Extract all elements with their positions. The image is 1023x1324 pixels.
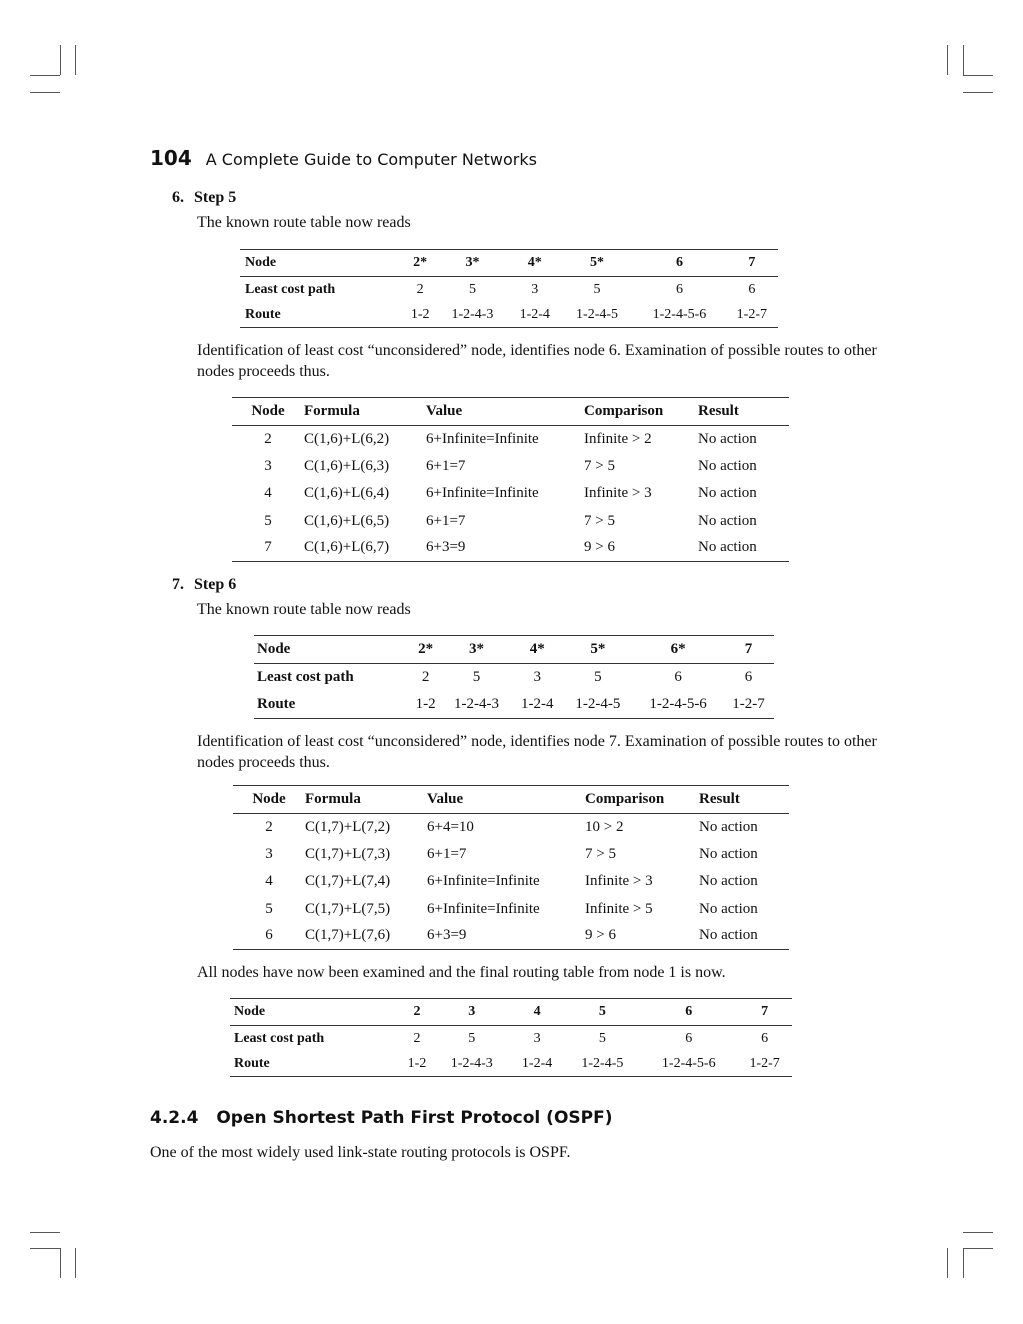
table-cell: 7 > 5: [584, 512, 615, 529]
step-number: 6.: [172, 189, 184, 206]
table-cell: 6: [265, 927, 273, 944]
table-cell: 6+Infinite=Infinite: [426, 485, 539, 501]
table-header: 3: [468, 1004, 476, 1019]
table-row: [233, 841, 789, 868]
table-cell: 1-2-4-3: [454, 696, 500, 713]
table-cell: 1-2-4-5: [576, 306, 619, 322]
table-cell: 6: [744, 669, 753, 686]
table-header: Node: [252, 791, 286, 807]
table-cell: 5: [594, 669, 602, 686]
crop-mark: [963, 75, 993, 76]
table-cell: 6: [674, 669, 682, 686]
table-cell: 1-2-7: [732, 696, 765, 713]
table-cell: C(1,6)+L(6,4): [304, 485, 390, 501]
table-cell: 1-2-4: [520, 696, 554, 713]
table-cell: C(1,7)+L(7,2): [305, 818, 391, 835]
page-number: 104: [150, 146, 192, 170]
table-cell: 5: [472, 669, 481, 686]
table-row: [232, 508, 789, 535]
table-cell: No action: [699, 873, 758, 889]
final-routing-table: [230, 998, 792, 1077]
table-cell: 10 > 2: [585, 818, 624, 835]
table-cell: 6+Infinite=Infinite: [427, 900, 540, 917]
table-cell: 6+3=9: [427, 927, 467, 944]
table-header: 6: [675, 255, 683, 270]
table-cell: 1-2: [415, 696, 436, 713]
table-cell: 5: [468, 281, 476, 297]
table-cell: No action: [698, 539, 757, 556]
table-cell: 1-2-4-5: [575, 696, 621, 713]
table-row: [230, 1026, 792, 1052]
table-header: Result: [699, 791, 740, 807]
table-header: Comparison: [584, 403, 664, 419]
examination-table: [233, 785, 789, 950]
crop-mark: [30, 92, 60, 93]
table-cell: No action: [699, 818, 758, 835]
table-cell: C(1,6)+L(6,5): [304, 512, 390, 529]
step-intro: The known route table now reads: [197, 214, 411, 231]
table-cell: 6+1=7: [427, 845, 467, 862]
section-number: 4.2.4: [150, 1108, 199, 1128]
row-label: Least cost path: [257, 669, 354, 686]
table-row: [233, 868, 789, 896]
table-cell: 6: [685, 1030, 693, 1046]
table-header: 2: [413, 1004, 421, 1019]
table-cell: 7: [264, 539, 272, 556]
table-cell: 2: [413, 1030, 421, 1046]
table-cell: 6: [761, 1030, 769, 1046]
table-header: Node: [245, 255, 277, 270]
table-header: 4*: [529, 641, 545, 657]
table-cell: 1-2-4-5: [581, 1055, 624, 1071]
crop-mark: [963, 1232, 993, 1233]
crop-mark: [75, 45, 76, 75]
table-cell: 6+1=7: [426, 457, 466, 474]
step-title: Step 5: [194, 189, 237, 206]
examination-table: [232, 397, 789, 562]
table-cell: 5: [468, 1030, 476, 1046]
crop-mark: [963, 1248, 993, 1249]
table-cell: 1-2: [410, 306, 430, 322]
crop-mark: [60, 1248, 61, 1278]
table-cell: Infinite > 3: [585, 873, 653, 889]
table-row: [233, 814, 789, 841]
table-cell: 4: [265, 873, 273, 889]
table-header: Value: [426, 403, 463, 419]
crop-mark: [30, 1248, 60, 1249]
crop-mark: [947, 45, 948, 75]
table-header: Node: [234, 1004, 266, 1019]
table-cell: 2: [265, 818, 273, 835]
crop-mark: [60, 45, 61, 75]
step-title: Step 6: [194, 576, 237, 593]
table-cell: 2: [416, 281, 424, 297]
table-header: 2*: [418, 641, 434, 657]
table-cell: 1-2-4-5-6: [652, 306, 707, 322]
table-header: 7: [748, 255, 756, 270]
known-route-table: [240, 249, 778, 328]
table-cell: 2: [264, 430, 272, 447]
table-cell: 1-2-7: [749, 1055, 780, 1071]
table-header: Formula: [305, 791, 361, 807]
step-heading: [172, 189, 236, 207]
table-cell: C(1,7)+L(7,6): [305, 927, 391, 944]
row-label: Route: [257, 696, 296, 713]
table-cell: 6+4=10: [427, 818, 474, 835]
table-cell: No action: [698, 512, 757, 529]
table-row: [232, 480, 789, 508]
table-row: [254, 692, 774, 719]
row-label: Least cost path: [234, 1030, 325, 1046]
table-cell: C(1,6)+L(6,7): [304, 539, 390, 556]
table-cell: 1-2-7: [736, 306, 767, 322]
table-cell: 5: [598, 1030, 606, 1046]
table-cell: No action: [699, 900, 758, 917]
table-header: 5*: [590, 641, 606, 657]
identification-paragraph: Identification of least cost “unconsidered” node, identifies node 6. Examination of possible routes to other nodes proceeds thus.: [197, 342, 877, 380]
table-header: 2*: [413, 255, 428, 270]
table-row: [254, 664, 774, 692]
table-cell: C(1,6)+L(6,2): [304, 430, 390, 447]
table-cell: 9 > 6: [584, 539, 615, 556]
section-body: One of the most widely used link-state routing protocols is OSPF.: [150, 1144, 571, 1161]
table-header: Node: [257, 641, 291, 657]
table-header: 5*: [590, 255, 605, 270]
table-cell: C(1,6)+L(6,3): [304, 457, 390, 474]
table-header: 3*: [465, 255, 480, 270]
crop-mark: [963, 45, 964, 75]
table-cell: 3: [531, 281, 539, 297]
table-cell: No action: [699, 927, 758, 944]
table-cell: 7 > 5: [584, 457, 615, 474]
table-header: Comparison: [585, 791, 665, 807]
table-header: Value: [427, 791, 464, 807]
table-row: [233, 923, 789, 950]
table-header: 7: [744, 641, 753, 657]
table-cell: 1-2: [407, 1055, 427, 1071]
crop-mark: [75, 1248, 76, 1278]
table-cell: No action: [699, 845, 758, 862]
table-cell: 6+Infinite=Infinite: [427, 873, 540, 889]
row-label: Least cost path: [245, 281, 336, 297]
table-cell: 6+3=9: [426, 539, 466, 556]
table-header: 4: [533, 1004, 541, 1019]
table-cell: C(1,7)+L(7,4): [305, 873, 391, 889]
table-cell: No action: [698, 485, 757, 501]
crop-mark: [30, 1232, 60, 1233]
table-cell: 3: [264, 457, 272, 474]
step-heading: [172, 576, 236, 594]
table-header: 7: [761, 1004, 769, 1019]
table-cell: Infinite > 5: [585, 900, 653, 917]
table-cell: 9 > 6: [585, 927, 616, 944]
table-header: Formula: [304, 403, 360, 419]
table-cell: 3: [533, 669, 541, 686]
row-label: Route: [234, 1055, 270, 1071]
table-cell: 2: [421, 669, 430, 686]
crop-mark: [963, 1248, 964, 1278]
table-row: [240, 277, 778, 303]
table-row: [230, 1052, 792, 1077]
known-route-table: [254, 635, 774, 719]
table-row: [232, 426, 789, 453]
table-header: 6*: [670, 641, 686, 657]
table-cell: 1-2-4-3: [450, 1055, 493, 1071]
table-cell: 1-2-4: [521, 1055, 553, 1071]
table-row: [232, 535, 789, 562]
crop-mark: [947, 1248, 948, 1278]
table-cell: 6: [748, 281, 756, 297]
table-cell: 1-2-4-5-6: [661, 1055, 716, 1071]
crop-mark: [963, 92, 993, 93]
table-cell: 1-2-4: [519, 306, 550, 322]
table-cell: 5: [265, 900, 273, 917]
section-title: Open Shortest Path First Protocol (OSPF): [216, 1108, 613, 1128]
table-cell: No action: [698, 457, 757, 474]
row-label: Route: [245, 306, 281, 322]
book-title: A Complete Guide to Computer Networks: [205, 150, 537, 169]
table-header: 6: [685, 1004, 693, 1019]
table-cell: 5: [593, 281, 601, 297]
identification-paragraph: Identification of least cost “unconsidered” node, identifies node 7. Examination of possible routes to other nodes proceeds thus.: [197, 733, 877, 771]
table-header: Node: [251, 403, 285, 419]
crop-mark: [30, 75, 60, 76]
table-header: 5: [598, 1004, 606, 1019]
step-number: 7.: [172, 576, 184, 593]
table-header: 3*: [469, 641, 485, 657]
table-cell: 6+Infinite=Infinite: [426, 430, 539, 447]
section-heading: [150, 1108, 612, 1128]
table-cell: 3: [265, 845, 273, 862]
table-header: 4*: [527, 255, 542, 270]
table-cell: 6+1=7: [426, 512, 466, 529]
table-row: [232, 453, 789, 480]
table-cell: No action: [698, 430, 757, 447]
table-cell: Infinite > 3: [584, 485, 652, 501]
table-cell: C(1,7)+L(7,3): [305, 845, 391, 862]
table-header: Result: [698, 403, 739, 419]
table-cell: 3: [533, 1030, 541, 1046]
table-cell: C(1,7)+L(7,5): [305, 900, 391, 917]
table-row: [233, 896, 789, 923]
table-cell: 1-2-4-5-6: [649, 696, 707, 713]
table-cell: 7 > 5: [585, 845, 616, 862]
table-cell: 4: [264, 485, 272, 501]
table-cell: Infinite > 2: [584, 430, 652, 447]
step-intro: The known route table now reads: [197, 601, 411, 618]
running-header: [150, 146, 537, 170]
table-cell: 5: [264, 512, 272, 529]
table-cell: 1-2-4-3: [451, 306, 494, 322]
table-cell: 6: [675, 281, 683, 297]
final-paragraph: All nodes have now been examined and the final routing table from node 1 is now.: [197, 964, 726, 981]
table-row: [240, 303, 778, 328]
